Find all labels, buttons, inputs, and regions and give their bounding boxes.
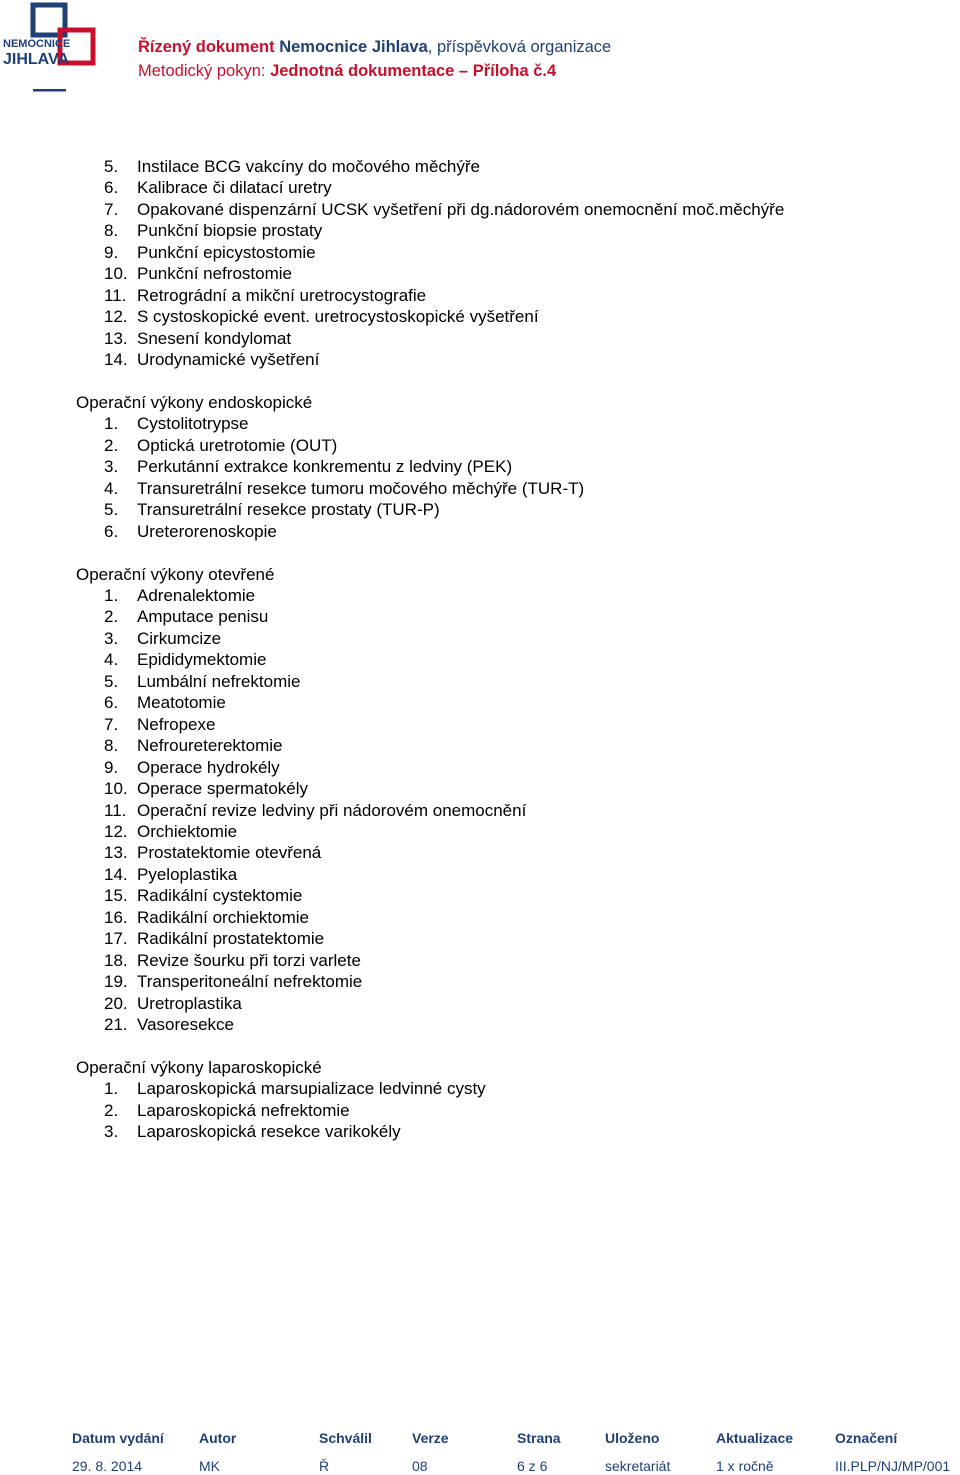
list-item-number: 2. <box>104 435 119 455</box>
footer-label: Schválil <box>319 1430 372 1446</box>
list-item-number: 6. <box>104 521 119 541</box>
list-item-text: Operační revize ledviny při nádorovém onemocnění <box>137 800 527 820</box>
list-item-number: 13. <box>104 843 128 863</box>
list-item-number: 9. <box>104 242 119 262</box>
header-line-2 <box>138 62 556 81</box>
section-heading: Operační výkony laparoskopické <box>76 1057 322 1077</box>
list-item-number: 10. <box>104 779 128 799</box>
list-item-text: Vasoresekce <box>137 1015 235 1034</box>
list-item-number: 9. <box>104 757 119 777</box>
list-item-number: 13. <box>104 328 128 348</box>
list-item-text: Radikální orchiektomie <box>137 907 309 927</box>
list-item-text: Radikální cystektomie <box>137 886 303 906</box>
footer-value: sekretariát <box>605 1458 671 1474</box>
list-item-number: 5. <box>104 157 119 176</box>
org-name: Nemocnice Jihlava <box>279 38 428 56</box>
list-item-text: Laparoskopická resekce varikokély <box>137 1122 401 1142</box>
footer-label: Datum vydání <box>72 1430 164 1446</box>
list-item-text: Operace hydrokély <box>137 757 280 777</box>
list-item-number: 5. <box>104 500 119 520</box>
footer-value: III.PLP/NJ/MP/001 <box>835 1458 951 1474</box>
list-item-number: 2. <box>104 1100 119 1120</box>
list-item-number: 3. <box>104 457 119 477</box>
list-item-text: Cystolitotrypse <box>137 414 249 434</box>
svg-text:JIHLAVA: JIHLAVA <box>3 51 70 68</box>
list-item-number: 14. <box>104 864 128 884</box>
pokyn-title: Jednotná dokumentace – Příloha č.4 <box>270 62 557 80</box>
list-item-text: Pyeloplastika <box>137 864 238 884</box>
list-item-number: 16. <box>104 907 128 927</box>
list-item-text: Punkční epicystostomie <box>137 242 316 262</box>
list-item-number: 7. <box>104 199 119 219</box>
list-item-text: Epididymektomie <box>137 650 267 670</box>
footer-label: Označení <box>835 1430 898 1446</box>
list-item-number: 15. <box>104 886 128 906</box>
svg-text:NEMOCNICE: NEMOCNICE <box>3 38 71 50</box>
list-item-text: Adrenalektomie <box>137 586 256 605</box>
list-item-number: 1. <box>104 1079 119 1099</box>
org-suffix: , příspěvková organizace <box>427 38 612 56</box>
list-item-number: 1. <box>104 586 119 605</box>
list-item-text: Cirkumcize <box>137 628 222 648</box>
footer-label: Autor <box>199 1430 237 1446</box>
list-item-number: 19. <box>104 972 128 992</box>
list-item-text: Meatotomie <box>137 693 226 713</box>
hospital-logo <box>0 0 100 95</box>
list-item-number: 14. <box>104 350 128 370</box>
footer-value: 1 x ročně <box>716 1458 774 1474</box>
list-item-number: 18. <box>104 950 128 970</box>
list-item-text: Punkční biopsie prostaty <box>137 221 323 241</box>
list-item-text: Uretroplastika <box>137 993 242 1013</box>
footer-value: 08 <box>412 1458 428 1474</box>
list-item-text: Nefropexe <box>137 714 216 734</box>
list-item-number: 12. <box>104 821 128 841</box>
list-item-number: 20. <box>104 993 128 1013</box>
list-item-text: Orchiektomie <box>137 821 238 841</box>
list-item-text: Urodynamické vyšetření <box>137 350 320 370</box>
list-item-number: 3. <box>104 628 119 648</box>
list-item-number: 8. <box>104 221 119 241</box>
list-item-number: 21. <box>104 1015 128 1034</box>
header-line-1 <box>138 38 611 57</box>
list-item-text: Kalibrace či dilatací uretry <box>137 178 332 198</box>
list-item-number: 4. <box>104 478 119 498</box>
list-item-text: Revize šourku při torzi varlete <box>137 950 361 970</box>
list-item-text: Opakované dispenzární UCSK vyšetření při dg.nádorovém onemocnění moč.měchýře <box>137 199 785 219</box>
list-item-text: Transuretrální resekce tumoru močového měchýře (TUR-T) <box>137 478 585 498</box>
doc-type: Řízený dokument <box>138 38 275 56</box>
footer-label: Verze <box>412 1430 449 1446</box>
footer-value: Ř <box>319 1458 330 1474</box>
footer-label: Uloženo <box>605 1430 660 1446</box>
list-item-number: 10. <box>104 264 128 284</box>
list-item-text: Transperitoneální nefrektomie <box>137 972 363 992</box>
footer-value: MK <box>199 1458 220 1474</box>
footer-value: 6 z 6 <box>517 1458 548 1474</box>
list-item-number: 3. <box>104 1122 119 1142</box>
list-item-text: Ureterorenoskopie <box>137 521 277 541</box>
list-item-number: 6. <box>104 693 119 713</box>
section-heading: Operační výkony endoskopické <box>76 392 313 412</box>
list-item-text: Instilace BCG vakcíny do močového měchýře <box>137 157 480 176</box>
list-item-number: 1. <box>104 414 119 434</box>
list-item-number: 7. <box>104 714 119 734</box>
footer-label: Strana <box>517 1430 561 1446</box>
list-item-number: 4. <box>104 650 119 670</box>
list-item-text: Transuretrální resekce prostaty (TUR-P) <box>137 500 440 520</box>
section-heading: Operační výkony otevřené <box>76 564 275 584</box>
list-item-text: Nefroureterektomie <box>137 736 283 756</box>
list-item-number: 6. <box>104 178 119 198</box>
list-item-text: Laparoskopická marsupializace ledvinné cysty <box>137 1079 486 1099</box>
list-item-number: 8. <box>104 736 119 756</box>
list-item-text: Prostatektomie otevřená <box>137 843 322 863</box>
list-item-number: 17. <box>104 929 128 949</box>
list-item-number: 5. <box>104 671 119 691</box>
list-item-text: Laparoskopická nefrektomie <box>137 1100 350 1120</box>
pokyn-label: Metodický pokyn: <box>138 62 271 80</box>
footer-value: 29. 8. 2014 <box>72 1458 143 1474</box>
list-item-number: 11. <box>104 285 127 305</box>
list-item-number: 2. <box>104 607 119 627</box>
list-item-text: Perkutánní extrakce konkrementu z ledviny (PEK) <box>137 457 513 477</box>
list-item-text: Operace spermatokély <box>137 779 309 799</box>
list-item-text: Snesení kondylomat <box>137 328 292 348</box>
list-item-text: Punkční nefrostomie <box>137 264 292 284</box>
list-item-text: Radikální prostatektomie <box>137 929 325 949</box>
list-item-text: Retrográdní a mikční uretrocystografie <box>137 285 427 305</box>
list-item-number: 11. <box>104 800 127 820</box>
footer-label: Aktualizace <box>716 1430 794 1446</box>
list-item-text: Lumbální nefrektomie <box>137 671 301 691</box>
list-item-text: Optická uretrotomie (OUT) <box>137 435 338 455</box>
list-item-number: 12. <box>104 307 128 327</box>
list-item-text: S cystoskopické event. uretrocystoskopické vyšetření <box>137 307 539 327</box>
list-item-text: Amputace penisu <box>137 607 269 627</box>
